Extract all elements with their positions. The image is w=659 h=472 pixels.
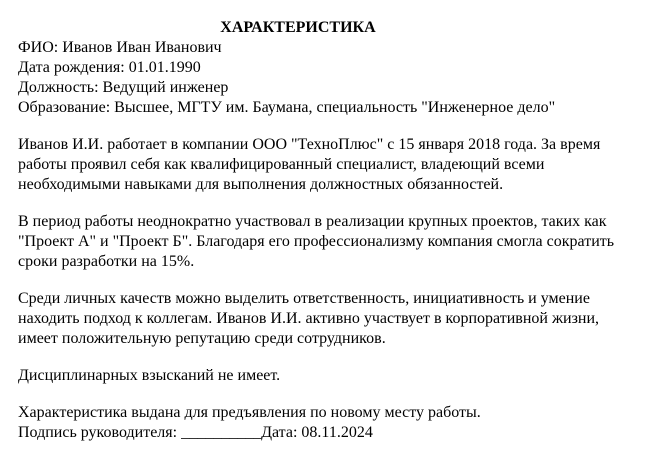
- paragraph-disciplinary: [18, 366, 648, 386]
- personal-info: [18, 38, 648, 118]
- date-label: Дата: 08.11.2024: [261, 424, 373, 441]
- field-full-name: ФИО: Иванов Иван Иванович: [18, 39, 222, 56]
- paragraph-line: Среди личных качеств можно выделить ответственность, инициативность и умение: [18, 290, 590, 307]
- document-page: [18, 18, 648, 443]
- paragraph-line: работы проявил себя как квалифицированный специалист, владеющий всеми: [18, 156, 545, 173]
- paragraph-line: необходимыми навыками для выполнения должностных обязанностей.: [18, 176, 504, 193]
- paragraph-line: Иванов И.И. работает в компании ООО "ТехноПлюс" с 15 января 2018 года. За время: [18, 136, 601, 153]
- field-education: Образование: Высшее, МГТУ им. Баумана, специальность "Инженерное дело": [18, 99, 556, 116]
- closing-section: [18, 403, 648, 443]
- paragraph-line: "Проект А" и "Проект Б". Благодаря его профессионализму компания смогла сократить: [18, 233, 615, 250]
- issued-for-statement: Характеристика выдана для предъявления по новому месту работы.: [18, 404, 481, 421]
- document-title: ХАРАКТЕРИСТИКА: [220, 19, 376, 36]
- paragraph-personal-qualities: [18, 289, 648, 349]
- signature-blank: __________: [181, 424, 262, 441]
- paragraph-line: находить подход к коллегам. Иванов И.И. активно участвует в корпоративной жизни,: [18, 310, 600, 327]
- field-position: Должность: Ведущий инженер: [18, 79, 229, 96]
- paragraph-line: сроки разработки на 15%.: [18, 253, 195, 270]
- paragraph-line: В период работы неоднократно участвовал в реализации крупных проектов, таких как: [18, 213, 607, 230]
- signature-row: [18, 423, 648, 443]
- signature-label: Подпись руководителя:: [18, 424, 182, 441]
- paragraph-line: имеет положительную репутацию среди сотрудников.: [18, 330, 386, 347]
- field-birth-date: Дата рождения: 01.01.1990: [18, 59, 201, 76]
- paragraph-projects: [18, 212, 648, 272]
- paragraph-line: Дисциплинарных взысканий не имеет.: [18, 367, 281, 384]
- paragraph-employment: [18, 135, 648, 195]
